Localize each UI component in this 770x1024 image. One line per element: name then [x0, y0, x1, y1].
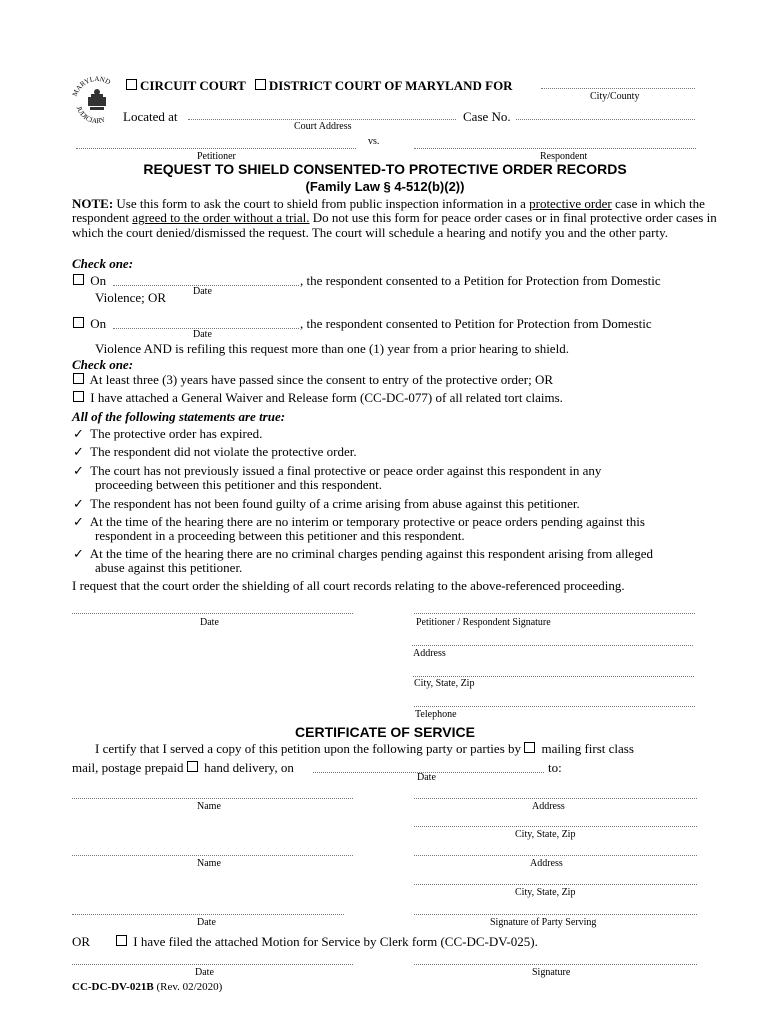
party-2-city-field[interactable]: [414, 884, 697, 885]
vs-label: vs.: [368, 136, 380, 147]
check-mark-icon: ✓: [73, 514, 84, 529]
note-paragraph: [72, 197, 734, 240]
check-mark-icon: ✓: [73, 496, 84, 511]
serving-signature-field[interactable]: [414, 914, 697, 915]
clerk-motion-checkbox[interactable]: [116, 935, 127, 946]
party-1-name-label: Name: [197, 801, 221, 812]
district-court-checkbox[interactable]: [255, 79, 266, 90]
seal-bottom-text: JUDICIARY: [74, 105, 107, 126]
statement-5-continued: respondent in a proceeding between this petitioner and this respondent.: [95, 528, 465, 543]
statement-2: The respondent did not violate the protective order.: [90, 444, 357, 459]
serving-date-field[interactable]: [72, 914, 344, 915]
party-1-address-label: Address: [532, 801, 565, 812]
certificate-title: CERTIFICATE OF SERVICE: [295, 724, 475, 740]
respondent-field[interactable]: [414, 148, 696, 149]
statement-5: At the time of the hearing there are no interim or temporary protective or peace orders pending against this: [89, 514, 645, 529]
case-no-field[interactable]: [516, 119, 695, 120]
note-underline-1: protective order: [529, 196, 612, 211]
consent-option-1-text: , the respondent consented to a Petition for Protection from Domestic: [300, 273, 661, 288]
consent-option-2-checkbox[interactable]: [73, 317, 84, 328]
serving-date-label: Date: [197, 917, 216, 928]
waiver-checkbox[interactable]: [73, 391, 84, 402]
service-date-label: Date: [417, 772, 436, 783]
check-one-heading-2: Check one:: [72, 357, 134, 372]
party-1-city-label: City, State, Zip: [515, 829, 576, 840]
note-text-2: case in which the respondent: [72, 196, 705, 226]
certificate-line-2: mail, postage prepaid: [72, 760, 184, 775]
circuit-court-checkbox[interactable]: [126, 79, 137, 90]
party-2-name-label: Name: [197, 858, 221, 869]
form-subtitle: (Family Law § 4-512(b)(2)): [305, 179, 465, 194]
final-signature-label: Signature: [532, 967, 571, 978]
consent-option-2-on: On: [90, 316, 107, 331]
waiver-label: I have attached a General Waiver and Release form (CC-DC-077) of all related tort claims.: [90, 390, 563, 405]
certificate-line-1: I certify that I served a copy of this petition upon the following party or parties by: [95, 741, 521, 756]
request-text: I request that the court order the shielding of all court records relating to the above-referenced proceeding.: [72, 578, 625, 593]
final-date-label: Date: [195, 967, 214, 978]
city-state-zip-field[interactable]: [413, 676, 694, 677]
request-date-field[interactable]: [72, 613, 353, 614]
check-mark-icon: ✓: [73, 426, 84, 441]
petitioner-label: Petitioner: [197, 151, 236, 162]
serving-signature-label: Signature of Party Serving: [490, 917, 597, 928]
circuit-court-label: CIRCUIT COURT: [140, 78, 246, 93]
signature-label: Petitioner / Respondent Signature: [416, 617, 551, 628]
maryland-judiciary-seal: [68, 72, 126, 130]
note-label: NOTE:: [72, 196, 114, 211]
consent-option-1-on: On: [90, 273, 107, 288]
respondent-label: Respondent: [540, 151, 588, 162]
seal-top-text: MARYLAND: [70, 74, 112, 98]
statement-4: The respondent has not been found guilty of a crime arising from abuse against this petitioner.: [90, 496, 580, 511]
court-address-label: Court Address: [294, 121, 352, 132]
address-label: Address: [413, 648, 446, 659]
or-label: OR: [72, 934, 91, 949]
party-1-city-field[interactable]: [414, 826, 697, 827]
party-1-name-field[interactable]: [72, 798, 353, 799]
district-court-label: DISTRICT COURT OF MARYLAND FOR: [268, 78, 513, 93]
address-field[interactable]: [412, 645, 693, 646]
party-2-address-field[interactable]: [414, 855, 697, 856]
check-one-heading-1: Check one:: [72, 256, 134, 271]
petitioner-field[interactable]: [76, 148, 356, 149]
city-state-zip-label: City, State, Zip: [414, 678, 475, 689]
consent-option-2-text: , the respondent consented to Petition for Protection from Domestic: [300, 316, 652, 331]
check-mark-icon: ✓: [73, 444, 84, 459]
form-id: CC-DC-DV-021B: [72, 981, 154, 993]
form-footer: [72, 981, 222, 993]
statement-3: The court has not previously issued a final protective or peace order against this respondent in any: [90, 463, 602, 478]
note-text-3: Do not use this form for peace order cases or in final protective order cases in which the court denied/dismissed the request. The court will schedule a hearing and notify you and the other party.: [72, 210, 717, 240]
final-date-field[interactable]: [72, 964, 353, 965]
note-underline-2: agreed to the order without a trial.: [132, 210, 310, 226]
three-years-checkbox[interactable]: [73, 373, 84, 384]
form-revision: (Rev. 02/2020): [156, 981, 223, 993]
party-2-city-label: City, State, Zip: [515, 887, 576, 898]
form-title: REQUEST TO SHIELD CONSENTED-TO PROTECTIVE ORDER RECORDS: [143, 161, 627, 177]
city-county-field[interactable]: [541, 88, 695, 89]
city-county-label: City/County: [590, 91, 640, 102]
clerk-motion-label: I have filed the attached Motion for Service by Clerk form (CC-DC-DV-025).: [133, 934, 538, 949]
court-address-field[interactable]: [188, 119, 456, 120]
statements-heading: All of the following statements are true:: [72, 409, 286, 424]
statement-1: The protective order has expired.: [90, 426, 263, 441]
final-signature-field[interactable]: [414, 964, 697, 965]
hand-delivery-label: hand delivery, on: [204, 760, 294, 775]
party-2-name-field[interactable]: [72, 855, 353, 856]
party-2-address-label: Address: [530, 858, 563, 869]
note-text-1: Use this form to ask the court to shield from public inspection information in a: [113, 196, 530, 211]
consent-date-2-label: Date: [193, 329, 212, 340]
signature-field[interactable]: [414, 613, 695, 614]
party-1-address-field[interactable]: [414, 798, 697, 799]
consent-option-1-continued: Violence; OR: [95, 290, 167, 305]
mail-checkbox[interactable]: [524, 742, 535, 753]
case-no-label: Case No.: [463, 109, 511, 124]
telephone-label: Telephone: [415, 709, 457, 720]
consent-option-2-continued: Violence AND is refiling this request more than one (1) year from a prior hearing to shield.: [95, 341, 569, 356]
to-label: to:: [548, 760, 562, 775]
telephone-field[interactable]: [414, 706, 695, 707]
three-years-label: At least three (3) years have passed since the consent to entry of the protective order; OR: [89, 372, 554, 387]
request-date-label: Date: [200, 617, 219, 628]
statement-6-continued: abuse against this petitioner.: [95, 560, 243, 575]
statement-3-continued: proceeding between this petitioner and this respondent.: [95, 477, 383, 492]
consent-option-1-checkbox[interactable]: [73, 274, 84, 285]
mail-label: mailing first class: [541, 741, 634, 756]
located-at-label: Located at: [123, 109, 178, 124]
check-mark-icon: ✓: [73, 463, 84, 478]
statement-6: At the time of the hearing there are no criminal charges pending against this respondent arising from alleged: [89, 546, 653, 561]
hand-delivery-checkbox[interactable]: [187, 761, 198, 772]
check-mark-icon: ✓: [73, 546, 84, 561]
consent-date-1-label: Date: [193, 286, 212, 297]
